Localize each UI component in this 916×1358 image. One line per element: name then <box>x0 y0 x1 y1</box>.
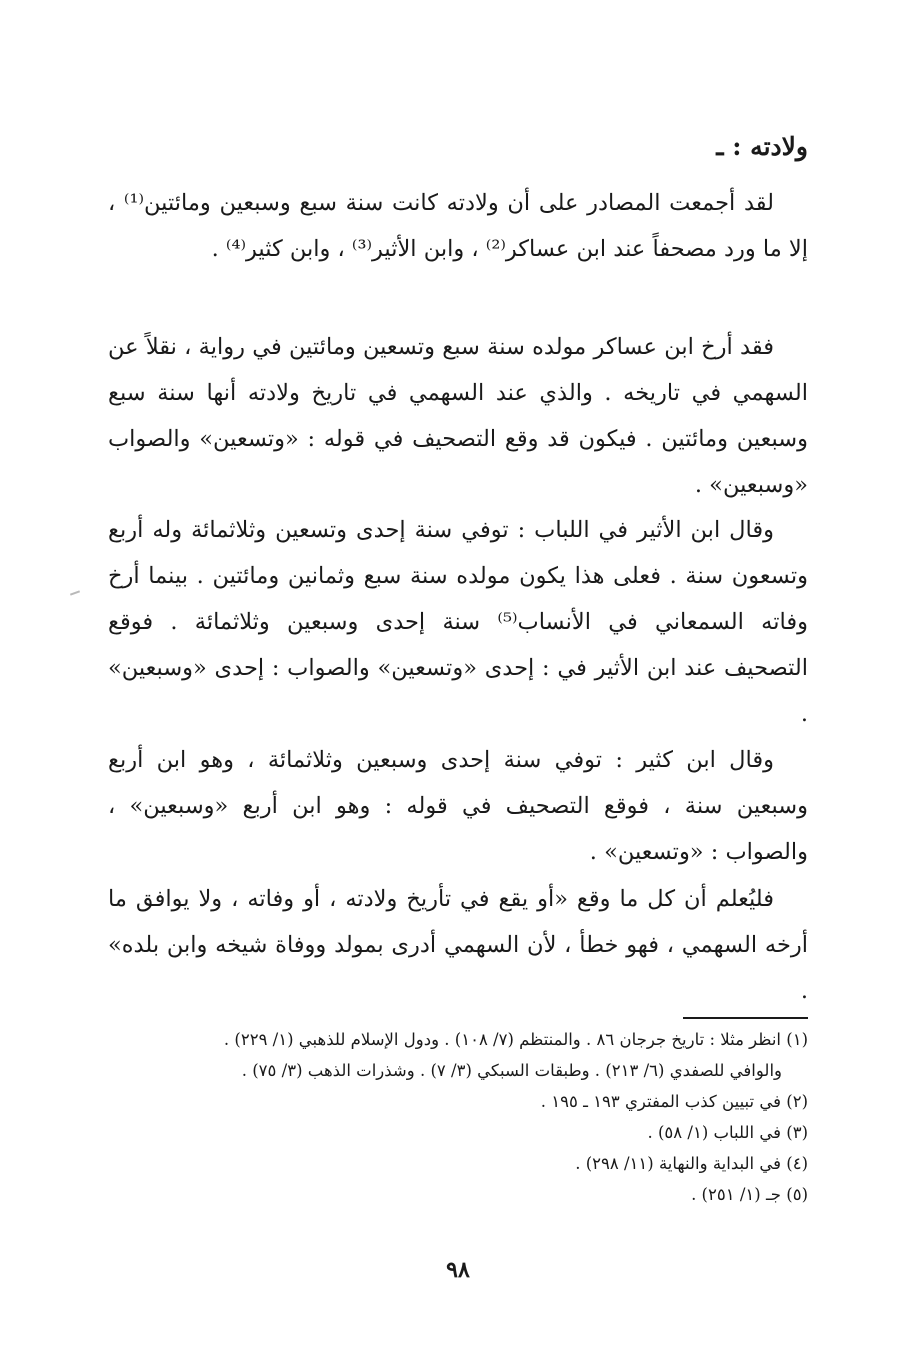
footnote-3: (٣) في اللباب (١/ ٥٨) . <box>647 1123 808 1142</box>
paragraph-ibn-al-athir: وقال ابن الأثير في اللباب : توفي سنة إحدى وتسعين وثلاثمائة وله أربع وتسعون سنة . فعلى هذا يكون مولده سنة سبع وثمانين ومائتين . بينما أرخ وفاته السمعاني في الأنساب⁽⁵⁾ سنة إحدى وسبعين وثلاثمائة . فوقع التصحيف عند ابن الأثير في : إحدى «وتسعين» والصواب : إحدى «وسبعين» . <box>108 517 808 727</box>
footnotes-list <box>108 1024 808 1210</box>
scan-margin-mark <box>70 590 80 595</box>
footnote-1-continued: والوافي للصفدي (٦/ ٢١٣) . وطبقات السبكي (٣/ ٧) . وشذرات الذهب (٣/ ٧٥) . <box>241 1061 782 1080</box>
paragraph-birth-consensus: لقد أجمعت المصادر على أن ولادته كانت سنة سبع وسبعين ومائتين⁽¹⁾ ، إلا ما ورد مصحفاً عند ابن عساكر⁽²⁾ ، وابن الأثير⁽³⁾ ، وابن كثير⁽⁴⁾ . <box>108 190 808 262</box>
footnote-divider <box>683 1017 808 1019</box>
paragraph-ibn-asakir: فقد أرخ ابن عساكر مولده سنة سبع وتسعين ومائتين في رواية ، نقلاً عن السهمي في تاريخه . والذي عند السهمي في تاريخ ولادته أنها سنة سبع وسبعين ومائتين . فيكون قد وقع التصحيف في قوله : «وتسعين» والصواب «وسبعين» . <box>108 334 808 498</box>
paragraph-ibn-kathir: وقال ابن كثير : توفي سنة إحدى وسبعين وثلاثمائة ، وهو ابن أربع وسبعين سنة ، فوقع التصحيف في قوله : وهو ابن أربع «وسبعين» ، والصواب : «وتسعين» . <box>108 747 808 865</box>
footnote-5: (٥) جـ (١/ ٢٥١) . <box>691 1185 808 1204</box>
footnote-2: (٢) في تبيين كذب المفتري ١٩٣ ـ ١٩٥ . <box>540 1092 808 1111</box>
section-heading: ولادته : ـ <box>716 132 808 161</box>
footnote-4: (٤) في البداية والنهاية (١١/ ٢٩٨) . <box>575 1154 808 1173</box>
paragraph-conclusion: فليُعلم أن كل ما وقع «أو يقع في تأريخ ولادته ، أو وفاته ، ولا يوافق ما أرخه السهمي ، فهو خطأ ، لأن السهمي أدرى بمولد ووفاة شيخه وابن بلده» . <box>108 886 808 1004</box>
page-number: ٩٨ <box>446 1257 470 1283</box>
footnote-1: (١) انظر مثلا : تاريخ جرجان ٨٦ . والمنتظم (٧/ ١٠٨) . ودول الإسلام للذهبي (١/ ٢٢٩) . <box>223 1030 808 1049</box>
